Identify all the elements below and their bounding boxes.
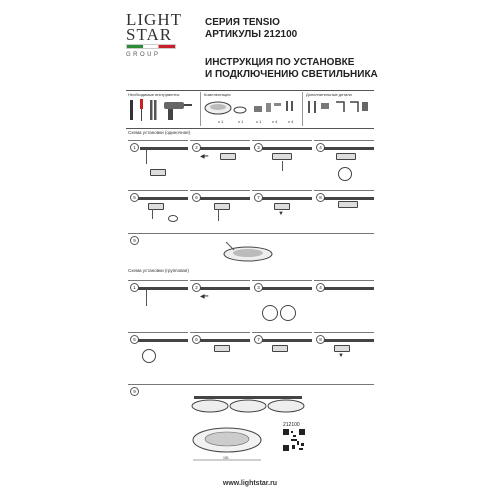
arrow-left-icon: ◀━ (200, 154, 209, 160)
step-number: 7 (254, 335, 263, 344)
mount-icon (266, 103, 271, 112)
qty-5: x 4 (288, 119, 294, 124)
step-cell-6 (190, 190, 250, 239)
bracket-icon (336, 102, 344, 112)
screws-icon (286, 101, 288, 111)
kit-icons (204, 97, 299, 119)
screwdriver-icon (140, 99, 143, 109)
lamp-icon (148, 203, 164, 210)
extra-parts-icons (306, 98, 372, 120)
group-step-cell-7 (252, 332, 312, 381)
lamp-icon (334, 345, 350, 352)
lamp-icon (272, 153, 292, 160)
lamp-icon (338, 201, 358, 208)
lamp-icon (214, 345, 230, 352)
title-line-2: И ПОДКЛЮЧЕНИЮ СВЕТИЛЬНИКА (205, 69, 378, 80)
lamp-icon (150, 169, 166, 176)
qr-code-icon (283, 429, 305, 451)
logo-line-1: LIGHT (126, 10, 182, 29)
group-step-cell-9 (128, 384, 374, 419)
driver-icon (254, 106, 262, 112)
lamp-icon (214, 203, 230, 210)
extra-parts (306, 92, 372, 126)
kit-contents (204, 92, 299, 126)
step-cell-3 (252, 140, 312, 189)
step-cell-1 (128, 140, 188, 189)
group-step-cell-8 (314, 332, 374, 381)
lamp-icon (274, 203, 290, 210)
bolt-icon (308, 101, 310, 113)
knife-icon (130, 100, 133, 120)
footer-url[interactable]: www.lightstar.ru (222, 480, 278, 487)
step-number: 8 (316, 193, 325, 202)
wire-connector-icon (321, 103, 329, 109)
extra-parts-label: Дополнительные детали (306, 92, 352, 97)
step-number: 1 (130, 283, 139, 292)
product-dimension-drawing (185, 420, 270, 468)
ring-icon (280, 305, 296, 321)
group-step-cell-6 (190, 332, 250, 381)
step-number: 8 (316, 335, 325, 344)
logo-line-2: STAR (126, 25, 173, 44)
installed-lamp-icon (218, 236, 278, 264)
step-cell-8 (314, 190, 374, 239)
step-number: 9 (130, 236, 139, 245)
single-install-label: Схема установки (одиночная) (128, 130, 191, 135)
step-cell-4 (314, 140, 374, 189)
lamp-icon (272, 345, 288, 352)
step-number: 5 (130, 335, 139, 344)
step-number: 4 (316, 283, 325, 292)
group-install-grid (126, 280, 374, 384)
lamp-icon (336, 153, 356, 160)
divider (126, 128, 374, 129)
ring-icon (338, 167, 352, 181)
ring-icon (262, 305, 278, 321)
step-number: 3 (254, 283, 263, 292)
step-number: 3 (254, 143, 263, 152)
group-step-cell-4 (314, 280, 374, 329)
step-cell-9 (128, 233, 374, 266)
step-number: 4 (316, 143, 325, 152)
ring-icon (142, 349, 156, 363)
arrow-left-icon: ◀━ (200, 294, 209, 300)
group-step-cell-3 (252, 280, 312, 329)
group-lamps-icon (190, 388, 310, 416)
step-cell-7 (252, 190, 312, 239)
arrow-down-icon: ▼ (338, 353, 344, 359)
lightstar-logo (126, 12, 182, 58)
pliers-icon (150, 100, 153, 120)
step-number: 7 (254, 193, 263, 202)
qty-3: x 1 (256, 119, 262, 124)
product-article: 212100 (283, 422, 300, 428)
series-name: СЕРИЯ TENSIO (205, 17, 280, 28)
step-number: 2 (192, 143, 201, 152)
qty-2: x 1 (238, 119, 244, 124)
required-tools (128, 92, 198, 126)
series-block (205, 17, 297, 41)
dimension-value: 151 (223, 456, 229, 460)
arrow-down-icon: ▼ (278, 211, 284, 217)
qty-4: x 4 (272, 119, 278, 124)
required-tools-label: Необходимые инструменты (128, 92, 180, 97)
logo-flag-bar (126, 44, 176, 49)
step-cell-5 (128, 190, 188, 239)
lamp-icon (220, 153, 236, 160)
group-step-cell-2 (190, 280, 250, 329)
step-cell-2 (190, 140, 250, 189)
step-number: 6 (192, 335, 201, 344)
ring-icon (234, 107, 246, 113)
article-numbers: АРТИКУЛЫ 212100 (205, 29, 298, 40)
group-install-label: Схема установки (групповая) (128, 268, 189, 273)
step-number: 6 (192, 193, 201, 202)
divider (126, 90, 374, 91)
qty-1: x 1 (218, 119, 224, 124)
logo-line-3: GROUP (126, 52, 161, 58)
group-step-cell-5 (128, 332, 188, 381)
step-number: 1 (130, 143, 139, 152)
step-number: 9 (130, 387, 139, 396)
kit-label: Комплектация (204, 92, 231, 97)
step-number: 2 (192, 283, 201, 292)
tools-icons (128, 98, 194, 124)
instruction-title (205, 57, 378, 81)
title-line-1: ИНСТРУКЦИЯ ПО УСТАНОВКЕ (205, 57, 355, 68)
drill-icon (164, 102, 184, 109)
connector-icon (168, 215, 178, 222)
step-number: 5 (130, 193, 139, 202)
group-step-cell-1 (128, 280, 188, 329)
tools-kit-section (126, 92, 374, 128)
